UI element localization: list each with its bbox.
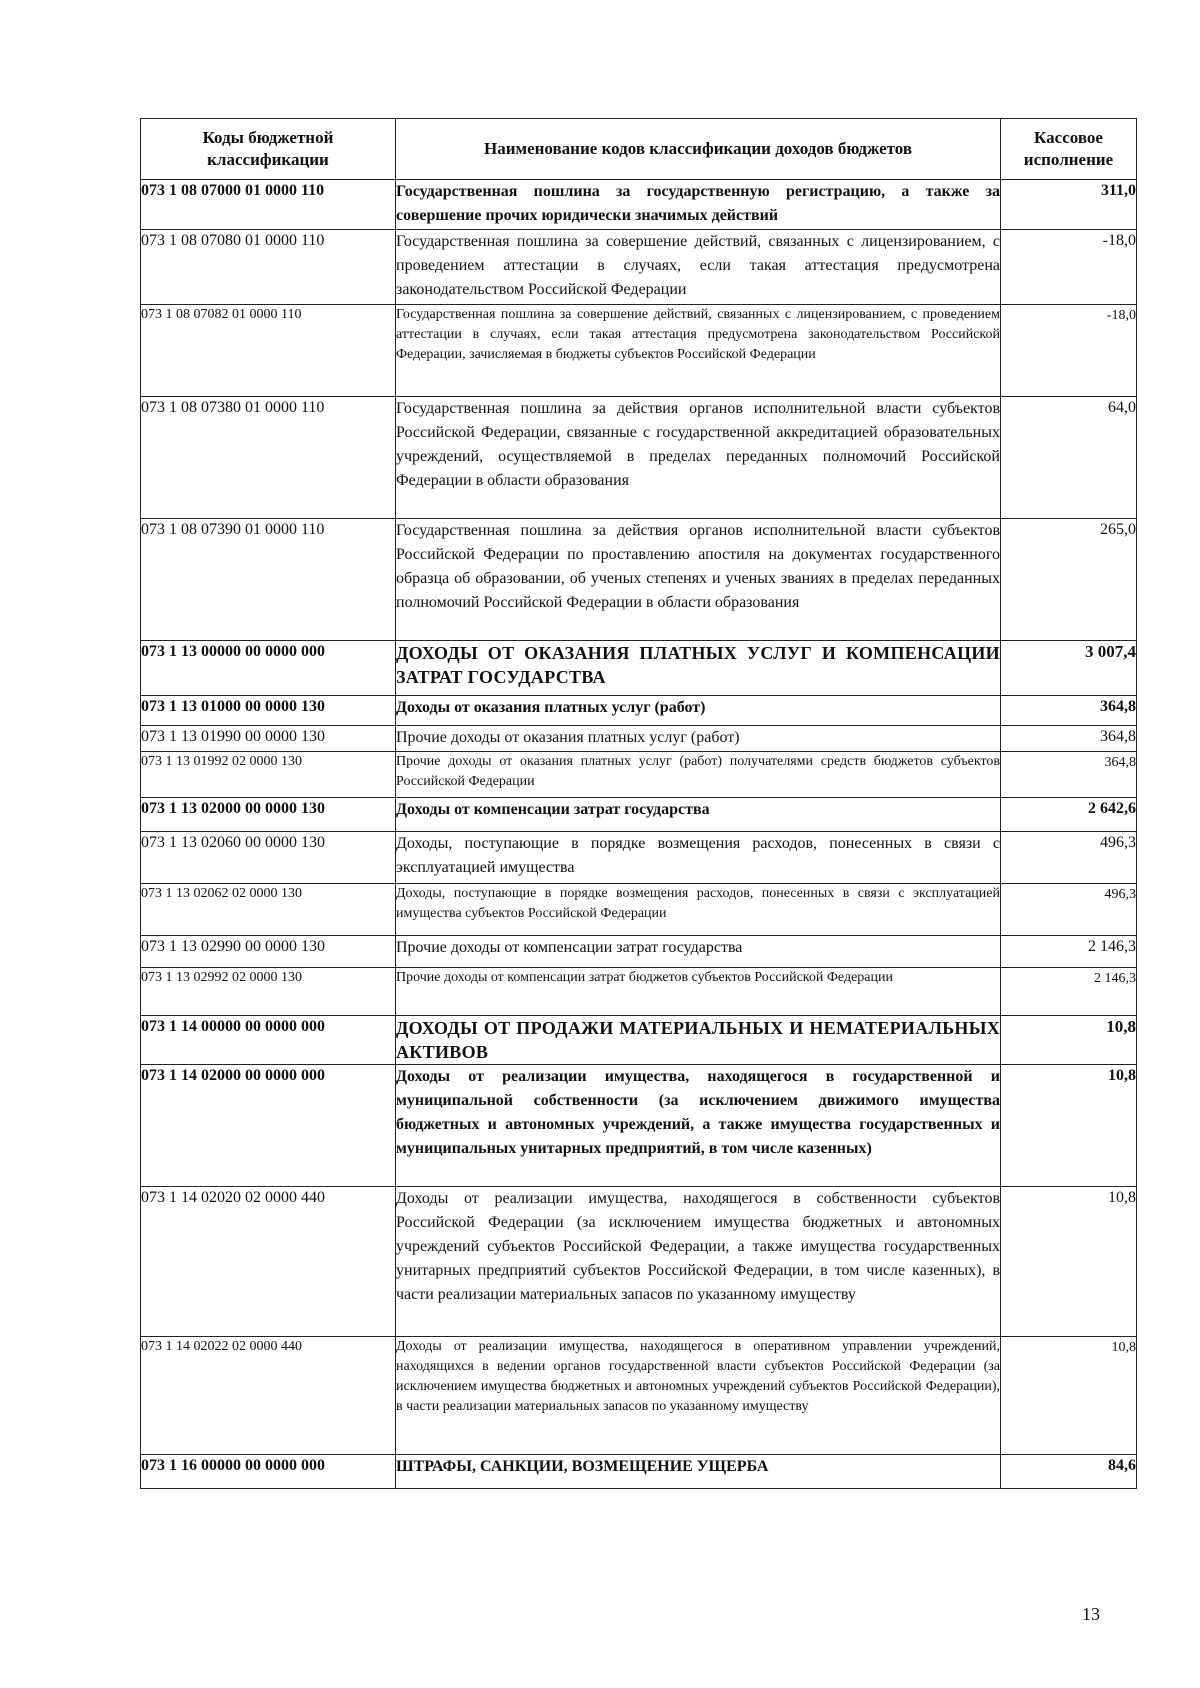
row-name: Доходы от реализации имущества, находящегося в собственности субъектов Российской Федерации (за исключением имущества бюджетных и автономных учреждений субъектов Российской Федерации, а также имущества государственных унитарных предприятий субъектов Российской Федерации, в том числе казенных), в части реализации материальных запасов по указанному имуществу (396, 1187, 1001, 1337)
row-code: 073 1 13 02000 00 0000 130 (141, 798, 396, 832)
row-amount: 364,8 (1001, 726, 1137, 752)
row-name: Доходы от реализации имущества, находящегося в государственной и муниципальной собственности (за исключением движимого имущества бюджетных и автономных учреждений, а также имущества государственных и муниципальных унитарных предприятий, в том числе казенных) (396, 1065, 1001, 1187)
row-name: Доходы от реализации имущества, находящегося в оперативном управлении учреждений, находящихся в ведении органов государственной власти субъектов Российской Федерации (за исключением имущества бюджетных и автономных учреждений субъектов Российской Федерации), в части реализации материальных запасов по указанному имуществу (396, 1337, 1001, 1455)
row-code: 073 1 14 02022 02 0000 440 (141, 1337, 396, 1455)
table-row (141, 936, 1137, 968)
row-code: 073 1 14 00000 00 0000 000 (141, 1016, 396, 1065)
table-row (141, 832, 1137, 884)
row-code: 073 1 13 00000 00 0000 000 (141, 641, 396, 696)
row-code: 073 1 13 01000 00 0000 130 (141, 696, 396, 726)
row-code: 073 1 16 00000 00 0000 000 (141, 1455, 396, 1489)
row-amount: 311,0 (1001, 180, 1137, 230)
row-code: 073 1 13 01990 00 0000 130 (141, 726, 396, 752)
table-row (141, 884, 1137, 936)
row-amount: 10,8 (1001, 1337, 1137, 1455)
row-code: 073 1 13 01992 02 0000 130 (141, 752, 396, 798)
row-amount: -18,0 (1001, 305, 1137, 397)
table-row (141, 752, 1137, 798)
header-name: Наименование кодов классификации доходов бюджетов (396, 119, 1001, 180)
row-name: Прочие доходы от компенсации затрат государства (396, 936, 1001, 968)
row-code: 073 1 14 02000 00 0000 000 (141, 1065, 396, 1187)
row-amount: 84,6 (1001, 1455, 1137, 1489)
row-amount: 496,3 (1001, 832, 1137, 884)
row-amount: 364,8 (1001, 696, 1137, 726)
row-amount: -18,0 (1001, 230, 1137, 305)
row-name: Прочие доходы от компенсации затрат бюджетов субъектов Российской Федерации (396, 968, 1001, 1016)
row-name: Государственная пошлина за совершение действий, связанных с лицензированием, с проведением аттестации в случаях, если такая аттестация предусмотрена законодательством Российской Федерации (396, 230, 1001, 305)
row-name: Государственная пошлина за действия органов исполнительной власти субъектов Российской Федерации по проставлению апостиля на документах государственного образца об образовании, об ученых степенях и ученых званиях в пределах переданных полномочий Российской Федерации в области образования (396, 519, 1001, 641)
row-name: ШТРАФЫ, САНКЦИИ, ВОЗМЕЩЕНИЕ УЩЕРБА (396, 1455, 1001, 1489)
row-name: Прочие доходы от оказания платных услуг (работ) получателями средств бюджетов субъектов Российской Федерации (396, 752, 1001, 798)
page-number: 13 (1082, 1604, 1100, 1624)
row-name: Прочие доходы от оказания платных услуг (работ) (396, 726, 1001, 752)
row-code: 073 1 14 02020 02 0000 440 (141, 1187, 396, 1337)
header-amount: Кассовое исполнение (1001, 119, 1137, 180)
table-row (141, 180, 1137, 230)
row-amount: 265,0 (1001, 519, 1137, 641)
table-row (141, 726, 1137, 752)
row-name: Доходы от компенсации затрат государства (396, 798, 1001, 832)
row-amount: 496,3 (1001, 884, 1137, 936)
row-amount: 64,0 (1001, 397, 1137, 519)
row-code: 073 1 13 02062 02 0000 130 (141, 884, 396, 936)
row-code: 073 1 08 07000 01 0000 110 (141, 180, 396, 230)
table-row (141, 641, 1137, 696)
row-code: 073 1 13 02060 00 0000 130 (141, 832, 396, 884)
table-row (141, 1187, 1137, 1337)
row-name: Доходы от оказания платных услуг (работ) (396, 696, 1001, 726)
table-row (141, 1455, 1137, 1489)
row-name: Государственная пошлина за государственную регистрацию, а также за совершение прочих юридически значимых действий (396, 180, 1001, 230)
row-code: 073 1 08 07390 01 0000 110 (141, 519, 396, 641)
table-row (141, 798, 1137, 832)
row-amount: 2 642,6 (1001, 798, 1137, 832)
row-amount: 10,8 (1001, 1065, 1137, 1187)
table-row (141, 1065, 1137, 1187)
row-code: 073 1 13 02992 02 0000 130 (141, 968, 396, 1016)
row-code: 073 1 13 02990 00 0000 130 (141, 936, 396, 968)
table-row (141, 397, 1137, 519)
row-code: 073 1 08 07380 01 0000 110 (141, 397, 396, 519)
row-name: Доходы, поступающие в порядке возмещения расходов, понесенных в связи с эксплуатацией имущества субъектов Российской Федерации (396, 884, 1001, 936)
table-row (141, 519, 1137, 641)
table-row (141, 305, 1137, 397)
table-header-row (141, 119, 1137, 180)
header-codes: Коды бюджетной классификации (141, 119, 396, 180)
budget-revenue-table (140, 118, 1137, 1489)
row-amount: 2 146,3 (1001, 936, 1137, 968)
row-name: Государственная пошлина за совершение действий, связанных с лицензированием, с проведением аттестации в случаях, если такая аттестация предусмотрена законодательством Российской Федерации, зачисляемая в бюджеты субъектов Российской Федерации (396, 305, 1001, 397)
row-amount: 364,8 (1001, 752, 1137, 798)
row-amount: 2 146,3 (1001, 968, 1137, 1016)
row-code: 073 1 08 07082 01 0000 110 (141, 305, 396, 397)
row-name: ДОХОДЫ ОТ ПРОДАЖИ МАТЕРИАЛЬНЫХ И НЕМАТЕРИАЛЬНЫХ АКТИВОВ (396, 1016, 1001, 1065)
table-row (141, 696, 1137, 726)
row-name: Государственная пошлина за действия органов исполнительной власти субъектов Российской Федерации, связанные с государственной аккредитацией образовательных учреждений, осуществляемой в пределах переданных полномочий Российской Федерации в области образования (396, 397, 1001, 519)
row-amount: 10,8 (1001, 1016, 1137, 1065)
row-name: Доходы, поступающие в порядке возмещения расходов, понесенных в связи с эксплуатацией имущества (396, 832, 1001, 884)
table-row (141, 968, 1137, 1016)
row-name: ДОХОДЫ ОТ ОКАЗАНИЯ ПЛАТНЫХ УСЛУГ И КОМПЕНСАЦИИ ЗАТРАТ ГОСУДАРСТВА (396, 641, 1001, 696)
table-row (141, 230, 1137, 305)
row-amount: 10,8 (1001, 1187, 1137, 1337)
table-row (141, 1016, 1137, 1065)
table-row (141, 1337, 1137, 1455)
row-amount: 3 007,4 (1001, 641, 1137, 696)
row-code: 073 1 08 07080 01 0000 110 (141, 230, 396, 305)
